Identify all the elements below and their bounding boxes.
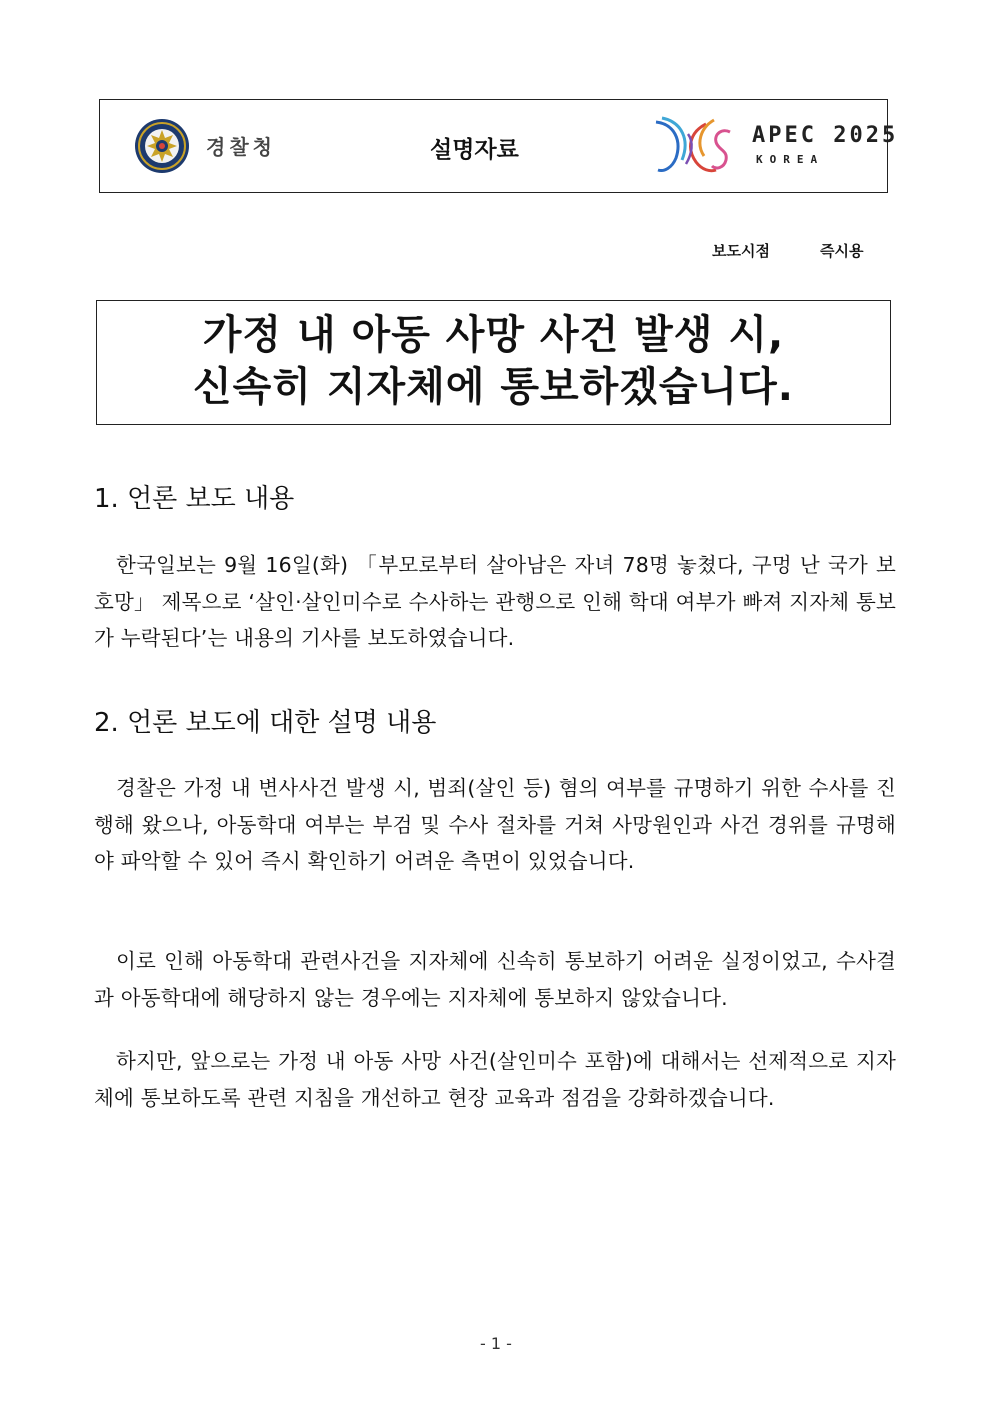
page-number: - 1 - [480, 1334, 512, 1353]
section-heading-media-report: 1. 언론 보도 내용 [94, 484, 295, 514]
headline-line-1: 가정 내 아동 사망 사건 발생 시, [202, 312, 785, 358]
media-report-paragraph: 한국일보는 9월 16일(화) 「부모로부터 살아남은 자녀 78명 놓쳤다, 구멍 난 국가 보호망」 제목으로 ‘살인·살인미수로 수사하는 관행으로 인해 학대 여부가 빠져 지자체 통보가 누락된다’는 내용의 기사를 보도하였습니다. [94, 553, 896, 650]
police-emblem-icon [134, 118, 190, 174]
apec-logo-icon [652, 114, 742, 176]
explanation-paragraph-3: 하지만, 앞으로는 가정 내 아동 사망 사건(살인미수 포함)에 대해서는 선제적으로 지자체에 통보하도록 관련 지침을 개선하고 현장 교육과 점검을 강화하겠습니다. [94, 1049, 896, 1110]
release-timing-value: 즉시용 [820, 242, 864, 260]
section-heading-explanation: 2. 언론 보도에 대한 설명 내용 [94, 708, 437, 738]
document-type: 설명자료 [430, 137, 519, 163]
apec-title: APEC 2025 [752, 123, 899, 148]
agency-name: 경찰청 [206, 135, 276, 159]
headline-line-2: 신속히 지자체에 통보하겠습니다. [192, 364, 794, 410]
headline-box [96, 300, 891, 425]
explanation-paragraph-1: 경찰은 가정 내 변사사건 발생 시, 범죄(살인 등) 혐의 여부를 규명하기 위한 수사를 진행해 왔으나, 아동학대 여부는 부검 및 수사 절차를 거쳐 사망원인과 사건 경위를 규명해야 파악할 수 있어 즉시 확인하기 어려운 측면이 있었습니다. [94, 776, 896, 873]
explanation-paragraph-2: 이로 인해 아동학대 관련사건을 지자체에 신속히 통보하기 어려운 실정이었고, 수사결과 아동학대에 해당하지 않는 경우에는 지자체에 통보하지 않았습니다. [94, 949, 896, 1010]
release-timing-label: 보도시점 [712, 242, 770, 260]
apec-subtitle: KOREA [756, 153, 825, 166]
